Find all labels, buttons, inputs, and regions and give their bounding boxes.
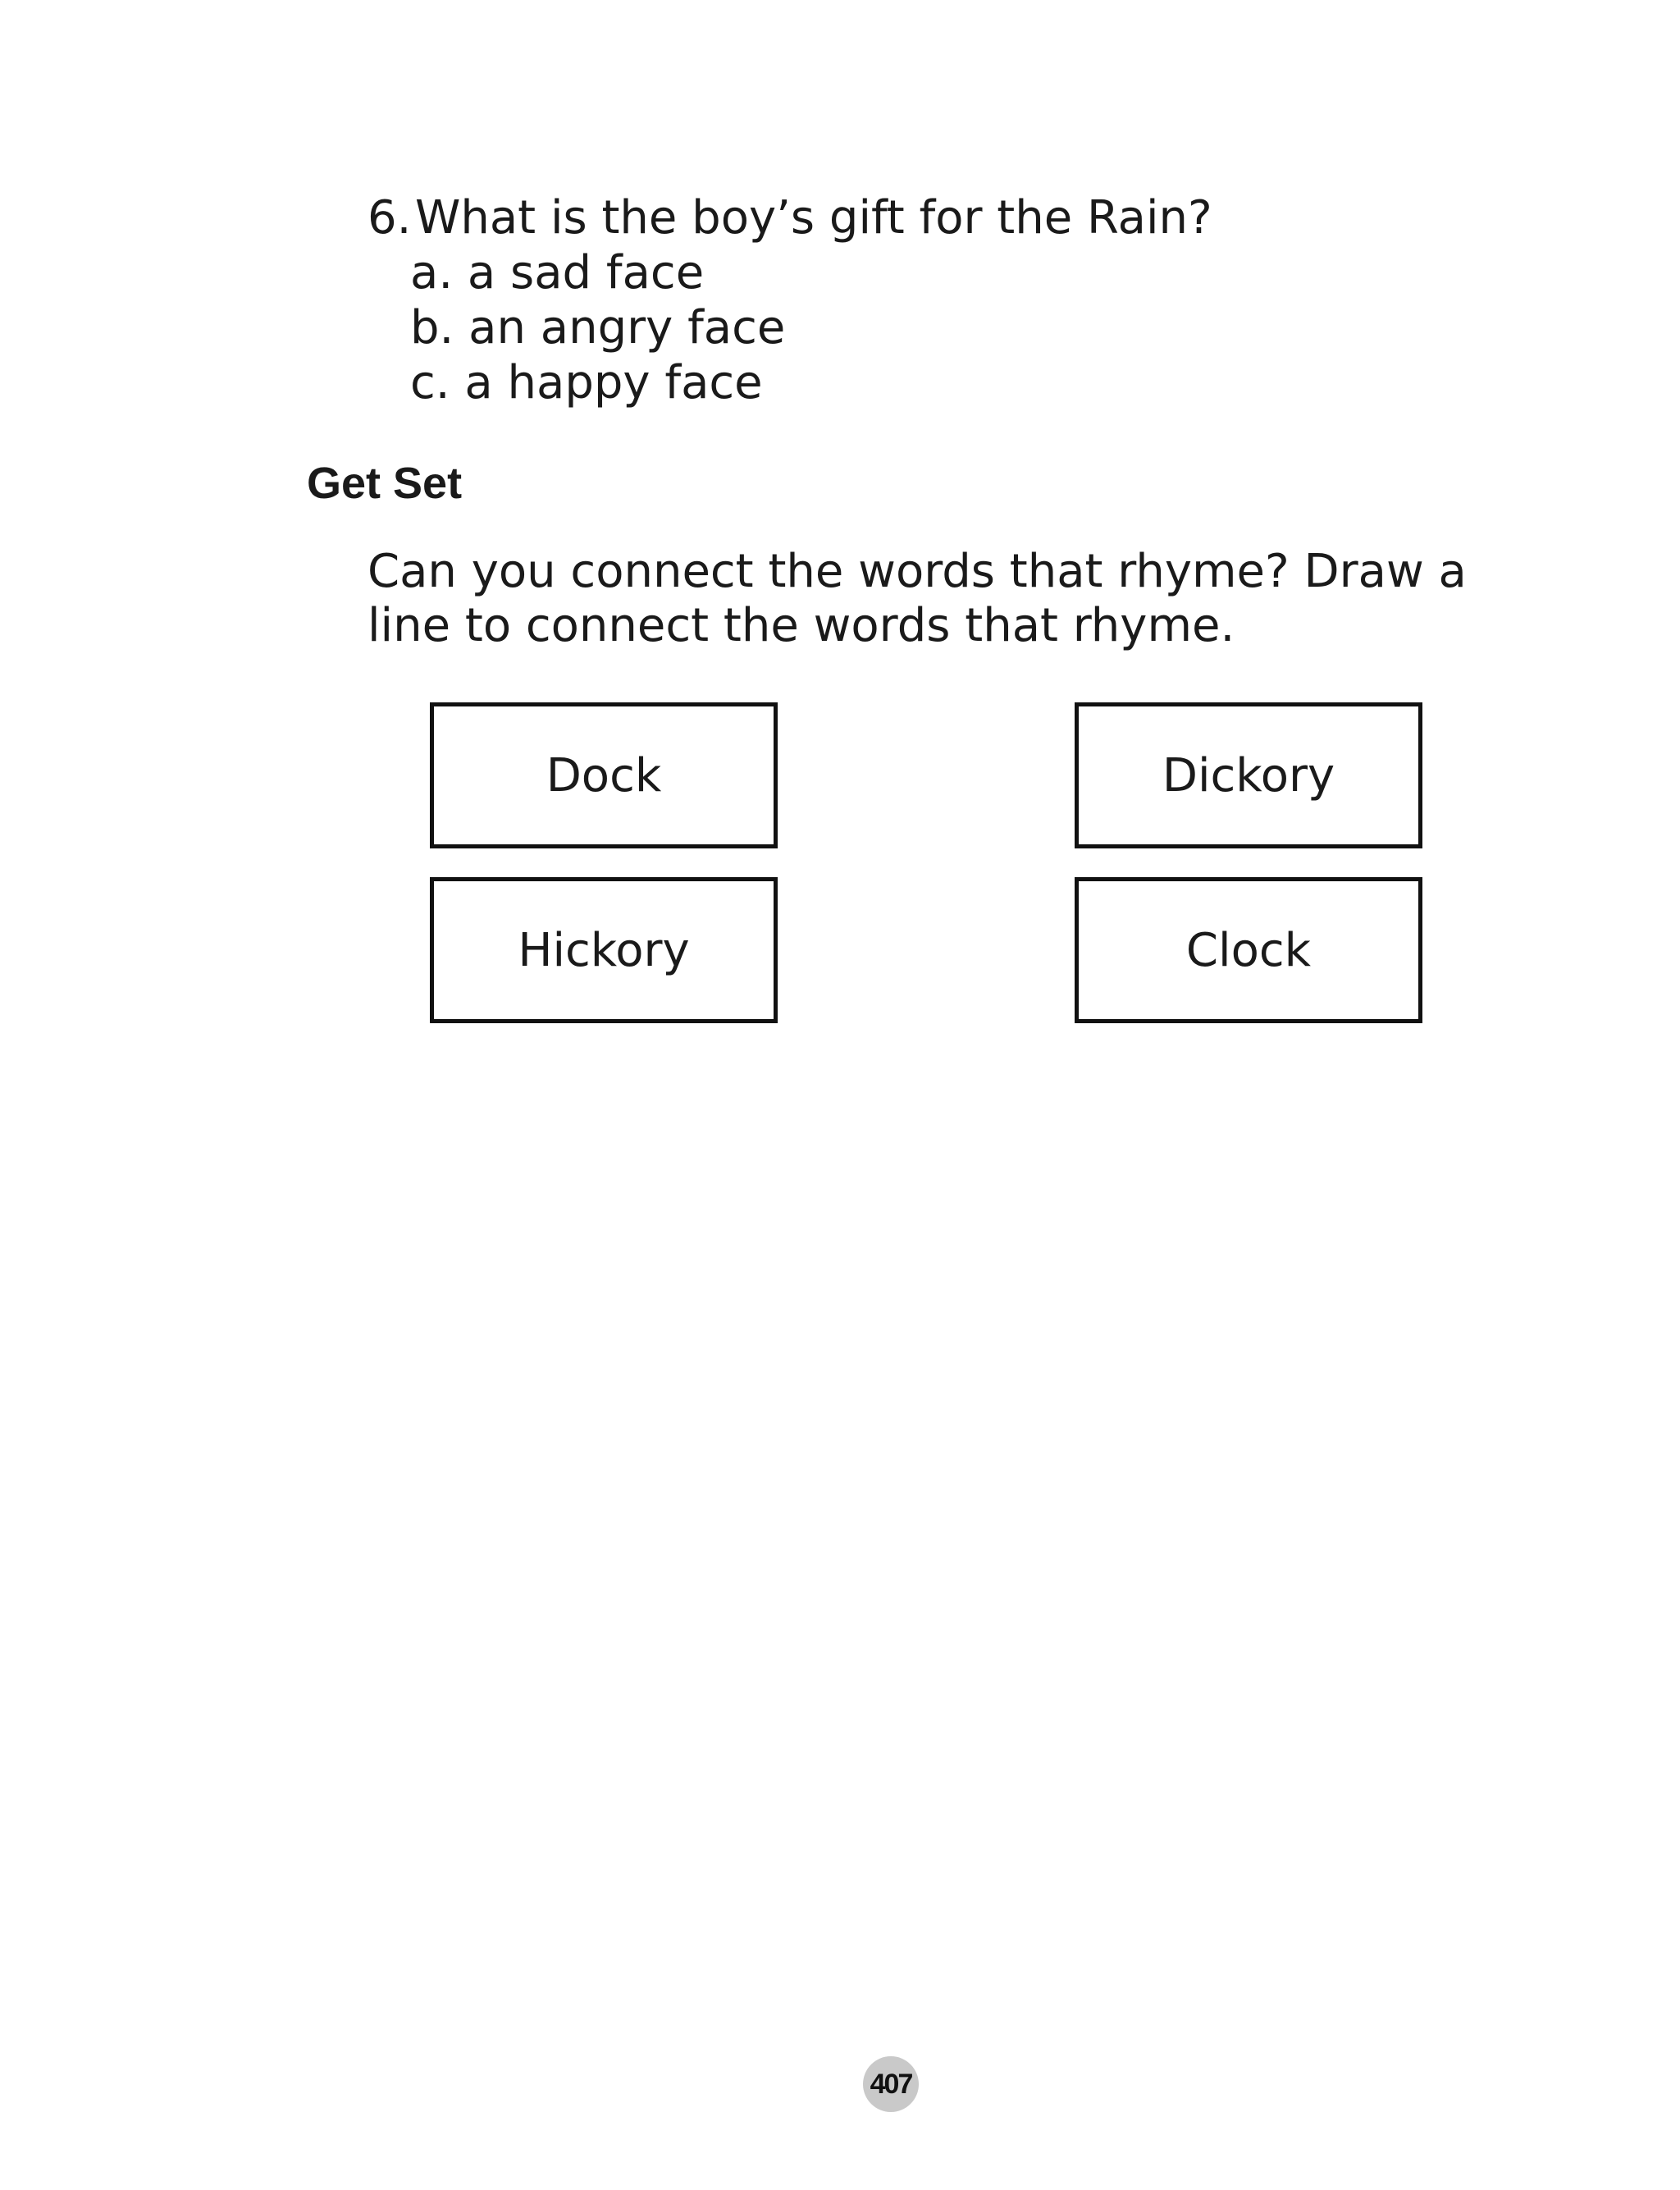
instructions-line-2: line to connect the words that rhyme. [368, 599, 1235, 652]
page-number: 407 [870, 2068, 912, 2100]
word-label: Dock [546, 748, 662, 802]
word-box-clock[interactable] [1075, 877, 1422, 1023]
question-6 [368, 190, 1212, 410]
question-line [368, 190, 1212, 245]
word-label: Hickory [518, 923, 690, 977]
word-box-hickory[interactable] [430, 877, 778, 1023]
instructions-line-1: Can you connect the words that rhyme? Draw a [368, 545, 1467, 598]
question-number: 6. [368, 191, 412, 245]
instructions [368, 545, 1483, 653]
answer-option-c: c. a happy face [410, 356, 763, 409]
word-box-dickory[interactable] [1075, 702, 1422, 848]
word-label: Clock [1185, 923, 1312, 977]
question-text: What is the boy’s gift for the Rain? [415, 191, 1212, 245]
word-label: Dickory [1162, 748, 1335, 802]
section-heading: Get Set [307, 459, 463, 508]
page-number-badge [863, 2056, 919, 2112]
word-box-dock[interactable] [430, 702, 778, 848]
answer-option-a: a. a sad face [410, 246, 705, 299]
answer-option-b: b. an angry face [410, 301, 786, 354]
